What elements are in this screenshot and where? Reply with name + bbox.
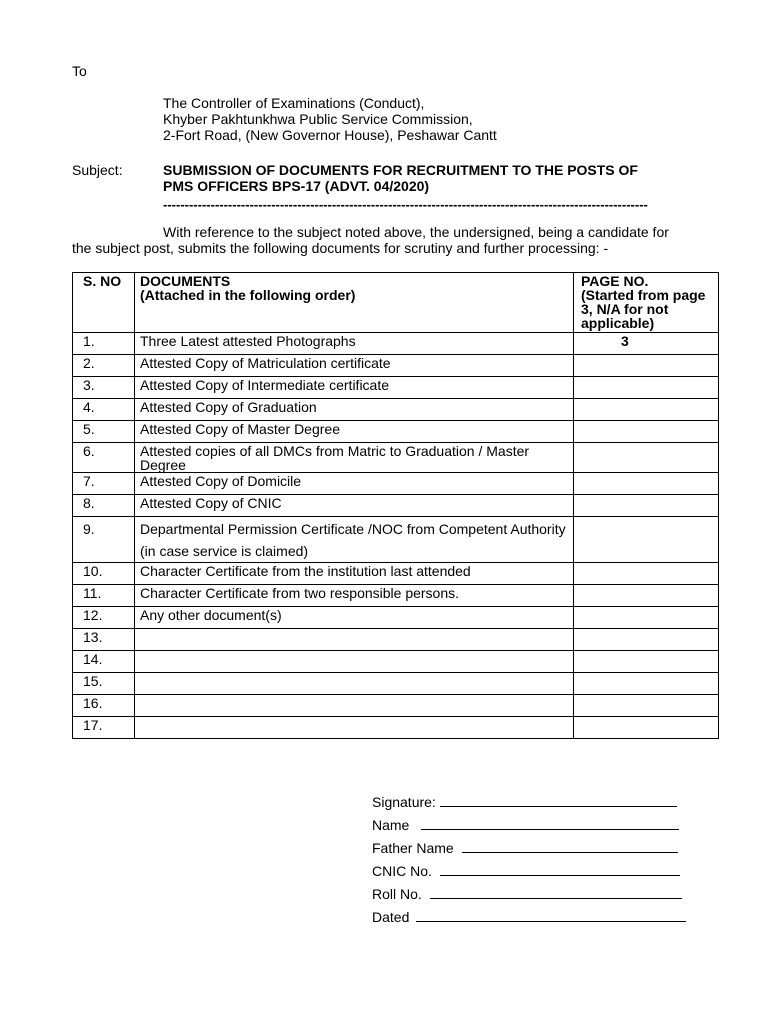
row-document: Attested Copy of Graduation [135,399,574,421]
dated-label: Dated [372,909,410,925]
row-sno: 6. [73,443,135,473]
table-row [73,717,719,739]
header-page [574,273,719,333]
row-page[interactable] [574,607,719,629]
table-row [73,517,719,563]
row-document[interactable] [135,673,574,695]
table-row [73,563,719,585]
name-label: Name [372,817,410,833]
signature-field[interactable] [440,794,677,807]
row-page[interactable] [574,563,719,585]
roll-no-field[interactable] [430,886,682,899]
row-sno: 15. [73,673,135,695]
table-header-row [73,273,719,333]
signature-label: Signature: [372,794,436,810]
father-name-row [372,840,686,863]
table-row [73,585,719,607]
row-page[interactable] [574,473,719,495]
table-row [73,421,719,443]
table-row [73,695,719,717]
row-page[interactable] [574,695,719,717]
table-row [73,473,719,495]
row-sno: 4. [73,399,135,421]
cnic-row [372,863,686,886]
table-row [73,495,719,517]
row-sno: 12. [73,607,135,629]
to-line: To [72,63,87,79]
row-document[interactable] [135,695,574,717]
paragraph-line: With reference to the subject noted above, the undersigned, being a candidate for [163,224,669,240]
row-document: Attested Copy of Matriculation certificate [135,355,574,377]
row-document[interactable] [135,717,574,739]
address-line: 2-Fort Road, (New Governor House), Peshawar Cantt [163,127,497,143]
row-document: Attested copies of all DMCs from Matric to Graduation / Master Degree [135,443,574,473]
row-document: Attested Copy of Intermediate certificate [135,377,574,399]
dated-field[interactable] [416,909,686,922]
row-page[interactable] [574,517,719,563]
subject-label: Subject: [72,162,123,178]
header-documents [135,273,574,333]
subject-rule: ---------------------------------------------------------------------------------------------------------------- [163,198,648,212]
row-sno: 10. [73,563,135,585]
row-sno: 17. [73,717,135,739]
row-page[interactable] [574,421,719,443]
table-row [73,443,719,473]
cnic-field[interactable] [440,863,680,876]
table-row [73,355,719,377]
row-sno: 9. [73,517,135,563]
row-document: Attested Copy of CNIC [135,495,574,517]
row-document: Attested Copy of Domicile [135,473,574,495]
table-row [73,607,719,629]
documents-table [72,272,719,739]
row-document: Character Certificate from the institution last attended [135,563,574,585]
row-sno: 2. [73,355,135,377]
header-documents-title: DOCUMENTS [140,273,231,289]
recipient-address [163,95,497,143]
row-sno: 7. [73,473,135,495]
header-page-title: PAGE NO. [581,273,649,289]
row-page[interactable] [574,673,719,695]
table-row [73,673,719,695]
paragraph-line: the subject post, submits the following documents for scrutiny and further processing: - [72,240,609,256]
row-sno: 14. [73,651,135,673]
name-field[interactable] [421,817,679,830]
row-sno: 5. [73,421,135,443]
subject-line: PMS OFFICERS BPS-17 (ADVT. 04/2020) [163,178,430,194]
row-sno: 16. [73,695,135,717]
row-page: 3 [621,333,629,349]
subject-text [163,162,638,194]
row-page[interactable] [574,585,719,607]
signature-block [372,794,686,932]
row-sno: 11. [73,585,135,607]
row-document: Character Certificate from two responsible persons. [135,585,574,607]
father-name-label: Father Name [372,840,454,856]
row-document[interactable] [135,629,574,651]
row-sno: 1. [73,333,135,355]
address-line: Khyber Pakhtunkhwa Public Service Commission, [163,111,473,127]
row-page[interactable] [574,443,719,473]
table-row [73,651,719,673]
table-row [73,333,719,355]
row-sno: 8. [73,495,135,517]
intro-paragraph [72,224,712,256]
row-page[interactable] [574,651,719,673]
row-document: Any other document(s) [135,607,574,629]
row-page[interactable] [574,629,719,651]
row-page-cell[interactable] [574,333,719,355]
row-page[interactable] [574,355,719,377]
signature-row [372,794,686,817]
row-page[interactable] [574,717,719,739]
row-sno: 13. [73,629,135,651]
table-row [73,377,719,399]
father-name-field[interactable] [462,840,678,853]
cnic-label: CNIC No. [372,863,432,879]
roll-no-label: Roll No. [372,886,422,902]
header-sno: S. NO [73,273,135,333]
row-document: Attested Copy of Master Degree [135,421,574,443]
dated-row [372,909,686,932]
header-documents-sub: (Attached in the following order) [140,287,356,303]
table-row [73,399,719,421]
row-document: Departmental Permission Certificate /NOC from Competent Authority (in case service is claimed) [135,517,574,563]
name-row [372,817,686,840]
row-sno: 3. [73,377,135,399]
row-page[interactable] [574,377,719,399]
table-row [73,629,719,651]
row-document: Three Latest attested Photographs [135,333,574,355]
subject-line: SUBMISSION OF DOCUMENTS FOR RECRUITMENT TO THE POSTS OF [163,162,638,178]
header-page-sub: (Started from page 3, N/A for not applicable) [581,287,706,331]
address-line: The Controller of Examinations (Conduct), [163,95,425,111]
row-page[interactable] [574,495,719,517]
roll-no-row [372,886,686,909]
row-page[interactable] [574,399,719,421]
row-document[interactable] [135,651,574,673]
